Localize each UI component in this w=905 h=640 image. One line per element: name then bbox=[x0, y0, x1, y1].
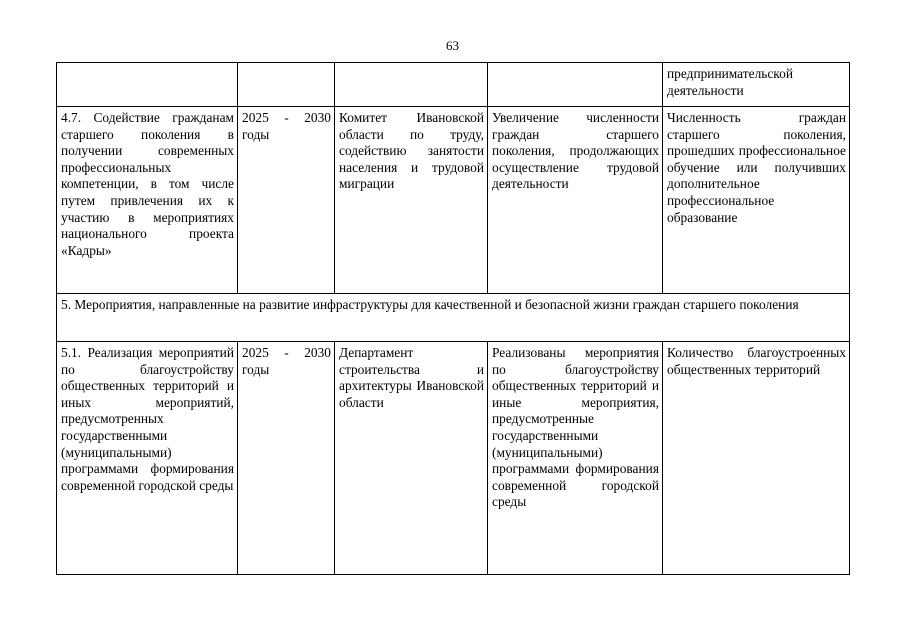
activities-table bbox=[56, 62, 850, 575]
cell-responsible: Комитет Ивановской области по труду, содействию занятости населения и трудовой миграции bbox=[335, 107, 488, 294]
cell-period: 2025 - 2030 годы bbox=[238, 107, 335, 294]
cell-activity: 4.7. Содействие гражданам старшего поколения в получении современных профессиональных компетенции, в том числе путем привлечения их к участию в мероприятиях национального проекта «Кадры» bbox=[57, 107, 238, 294]
cell-responsible bbox=[335, 63, 488, 107]
cell-indicator: Численность граждан старшего поколения, прошедших профессиональное обучение или получивших дополнительное профессиональное образование bbox=[663, 107, 850, 294]
cell-activity: 5.1. Реализация мероприятий по благоустройству общественных территорий и иных мероприятий, предусмотренных государственными (муниципальными) программами формирования современной городской среды bbox=[57, 342, 238, 575]
cell-result: Реализованы мероприятия по благоустройству общественных территорий и иные мероприятия, предусмотренные государственными (муниципальными) программами формирования современной городской среды bbox=[488, 342, 663, 575]
table-row-continuation bbox=[57, 63, 850, 107]
section-heading: 5. Мероприятия, направленные на развитие инфраструктуры для качественной и безопасной жизни граждан старшего поколения bbox=[57, 294, 850, 342]
cell-period bbox=[238, 63, 335, 107]
page-number: 63 bbox=[446, 38, 459, 53]
table-row-section-5 bbox=[57, 294, 850, 342]
cell-responsible: Департамент строительства и архитектуры Ивановской области bbox=[335, 342, 488, 575]
cell-result bbox=[488, 63, 663, 107]
cell-indicator: Количество благоустроенных общественных территорий bbox=[663, 342, 850, 575]
cell-activity bbox=[57, 63, 238, 107]
cell-period: 2025 - 2030 годы bbox=[238, 342, 335, 575]
table-row-4-7 bbox=[57, 107, 850, 294]
table-row-5-1 bbox=[57, 342, 850, 575]
cell-indicator: предпринимательской деятельности bbox=[663, 63, 850, 107]
cell-result: Увеличение численности граждан старшего поколения, продолжающих осуществление трудовой деятельности bbox=[488, 107, 663, 294]
